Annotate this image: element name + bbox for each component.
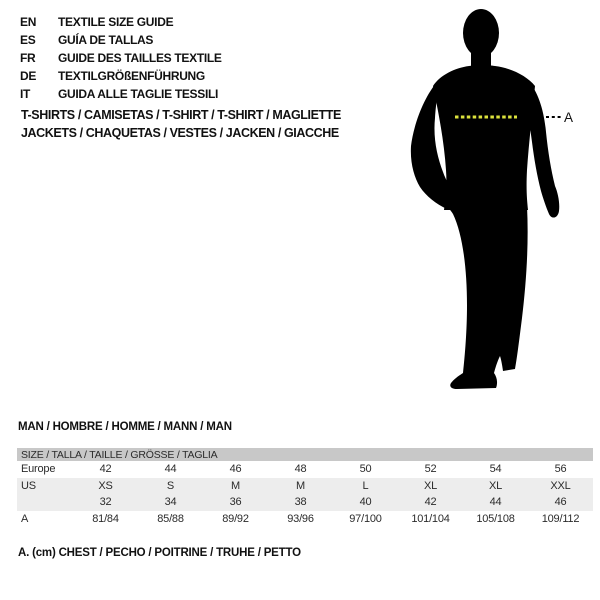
silhouette-legs xyxy=(445,206,528,389)
size-cell: 101/104 xyxy=(411,512,450,525)
size-table xyxy=(17,448,593,527)
row-label: US xyxy=(21,479,36,492)
size-cell: 48 xyxy=(294,463,307,476)
size-cell: 85/88 xyxy=(157,512,184,525)
size-cell: S xyxy=(166,479,175,492)
size-cell: 93/96 xyxy=(287,512,314,525)
size-cell: 38 xyxy=(294,496,307,509)
size-cell: 97/100 xyxy=(349,512,382,525)
language-row xyxy=(20,67,222,85)
language-code: DE xyxy=(20,69,37,83)
size-cell: 42 xyxy=(424,496,437,509)
language-label: GUÍA DE TALLAS xyxy=(58,33,154,47)
size-cell: XL xyxy=(423,479,438,492)
size-cell: 46 xyxy=(554,496,567,509)
table-row xyxy=(17,494,593,511)
size-cell: 44 xyxy=(164,463,177,476)
size-cell: 89/92 xyxy=(222,512,249,525)
size-cell: 109/112 xyxy=(541,512,580,525)
language-code: ES xyxy=(20,33,36,47)
row-label: A xyxy=(21,512,29,525)
size-cell: 36 xyxy=(229,496,242,509)
size-cell: XL xyxy=(488,479,503,492)
language-code: EN xyxy=(20,15,37,29)
size-cell: M xyxy=(231,479,240,492)
language-row xyxy=(20,85,222,103)
size-cell: 40 xyxy=(359,496,372,509)
silhouette-right-arm xyxy=(528,82,559,218)
size-table-rows xyxy=(17,461,593,527)
size-cell: M xyxy=(296,479,305,492)
size-cell: XS xyxy=(98,479,113,492)
size-cell: 46 xyxy=(229,463,242,476)
language-row xyxy=(20,13,222,31)
language-label: TEXTILGRÖßENFÜHRUNG xyxy=(58,69,205,83)
measurement-label-a: A xyxy=(564,110,574,125)
language-row xyxy=(20,49,222,67)
category-tshirts-line: T-SHIRTS / CAMISETAS / T-SHIRT / T-SHIRT / MAGLIETTE xyxy=(21,108,341,122)
size-cell: 81/84 xyxy=(92,512,119,525)
language-row xyxy=(20,31,222,49)
size-figure xyxy=(405,0,600,420)
size-cell: 52 xyxy=(424,463,437,476)
section-title-man: MAN / HOMBRE / HOMME / MANN / MAN xyxy=(18,421,232,433)
language-label: GUIDE DES TAILLES TEXTILE xyxy=(58,51,222,65)
language-label: TEXTILE SIZE GUIDE xyxy=(58,15,174,29)
size-cell: 50 xyxy=(359,463,372,476)
category-lines xyxy=(21,108,341,144)
table-row xyxy=(17,511,593,528)
category-jackets-line: JACKETS / CHAQUETAS / VESTES / JACKEN / GIACCHE xyxy=(21,126,339,140)
row-label: Europe xyxy=(21,463,56,476)
man-silhouette-icon xyxy=(411,9,559,389)
size-cell: L xyxy=(362,479,369,492)
size-table-header: SIZE / TALLA / TAILLE / GRÖSSE / TAGLIA xyxy=(17,448,593,461)
size-cell: 56 xyxy=(554,463,567,476)
table-row xyxy=(17,478,593,495)
size-cell: 34 xyxy=(164,496,177,509)
language-label: GUIDA ALLE TAGLIE TESSILI xyxy=(58,87,219,101)
chest-footnote: A. (cm) CHEST / PECHO / POITRINE / TRUHE / PETTO xyxy=(18,547,301,559)
size-cell: 105/108 xyxy=(476,512,515,525)
size-cell: 42 xyxy=(99,463,112,476)
table-row xyxy=(17,461,593,478)
size-cell: 32 xyxy=(99,496,112,509)
language-code: FR xyxy=(20,51,36,65)
size-cell: 54 xyxy=(489,463,502,476)
language-code: IT xyxy=(20,87,31,101)
size-cell: XXL xyxy=(550,479,571,492)
silhouette-neck xyxy=(471,44,491,68)
language-guide xyxy=(20,13,222,103)
size-cell: 44 xyxy=(489,496,502,509)
